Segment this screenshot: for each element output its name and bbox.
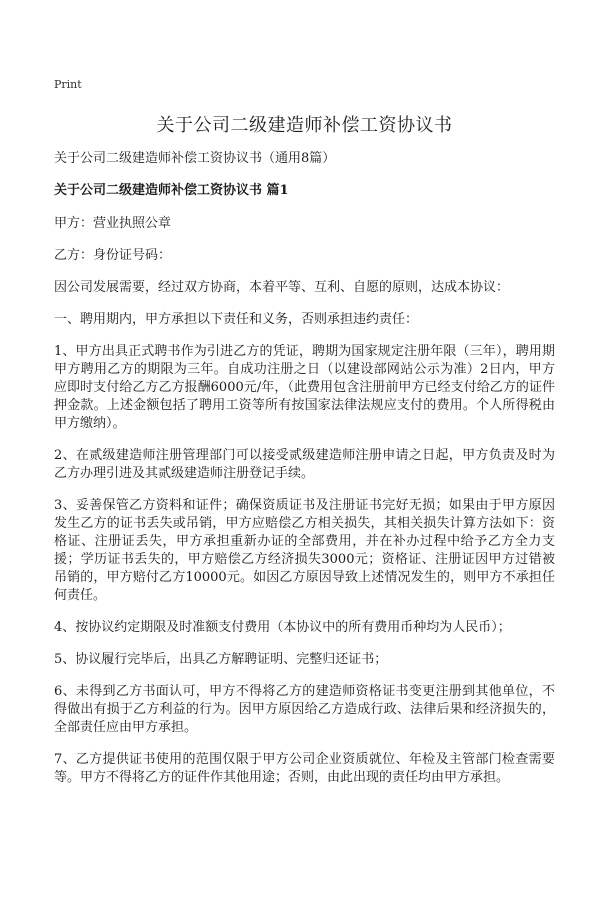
clause-item-4: 4、按协议约定期限及时准额支付费用（本协议中的所有费用币种均为人民币）； bbox=[54, 620, 511, 635]
clause-item-5: 5、协议履行完毕后，出具乙方解聘证明、完整归还证书； bbox=[54, 652, 388, 667]
section-heading: 关于公司二级建造师补偿工资协议书 篇1 bbox=[54, 183, 289, 198]
clause-item-7: 7、乙方提供证书使用的范围仅限于甲方公司企业资质就位、年检及主管部门检查需要等。甲方不得将乙方的证件作其他用途；否则，由此出现的责任均由甲方承担。 bbox=[54, 752, 555, 785]
print-label: Print bbox=[54, 78, 82, 91]
preamble-paragraph: 因公司发展需要，经过双方协商，本着平等、互利、自愿的原则，达成本协议： bbox=[54, 280, 510, 295]
clause-item-6: 6、未得到乙方书面认可，甲方不得将乙方的建造师资格证书变更注册到其他单位，不得做出有损于乙方利益的行为。因甲方原因给乙方造成行政、法律后果和经济损失的，全部责任应由甲方承担。 bbox=[54, 684, 555, 735]
clause-item-3: 3、妥善保管乙方资料和证件；确保资质证书及注册证书完好无损；如果由于甲方原因发生乙方的证书丢失或吊销，甲方应赔偿乙方相关损失，其相关损失计算方法如下：资格证、注册证丢失，甲方承担重新办证的全部费用，并在补办过程中给予乙方全力支援；学历证书丢失的，甲方赔偿乙方经济损失3000元；资格证、注册证因甲方过错被吊销的，甲方赔付乙方10000元。如因乙方原因导致上述情况发生的，则甲方不承担任何责任。 bbox=[54, 498, 555, 603]
clause-item-1: 1、甲方出具正式聘书作为引进乙方的凭证，聘期为国家规定注册年限（三年），聘用期甲方聘用乙方的期限为三年。自成功注册之日（以建设部网站公示为准）2日内，甲方应即时支付给乙方乙方报酬6000元/年，（此费用包含注册前甲方已经支付给乙方的证件押金款。上述金额包括了聘用工资等所有按国家法律法规应支付的费用。个人所得税由甲方缴纳）。 bbox=[54, 344, 555, 431]
document-title: 关于公司二级建造师补偿工资协议书 bbox=[156, 115, 453, 136]
party-a-line: 甲方：营业执照公章 bbox=[54, 216, 172, 231]
clause-heading-one: 一、聘用期内，甲方承担以下责任和义务，否则承担违约责任： bbox=[54, 312, 419, 327]
party-b-line: 乙方：身份证号码： bbox=[54, 248, 172, 263]
clause-item-2: 2、在贰级建造师注册管理部门可以接受贰级建造师注册申请之日起，甲方负责及时为乙方办理引进及其贰级建造师注册登记手续。 bbox=[54, 448, 555, 481]
document-subtitle: 关于公司二级建造师补偿工资协议书（通用8篇） bbox=[54, 151, 336, 166]
